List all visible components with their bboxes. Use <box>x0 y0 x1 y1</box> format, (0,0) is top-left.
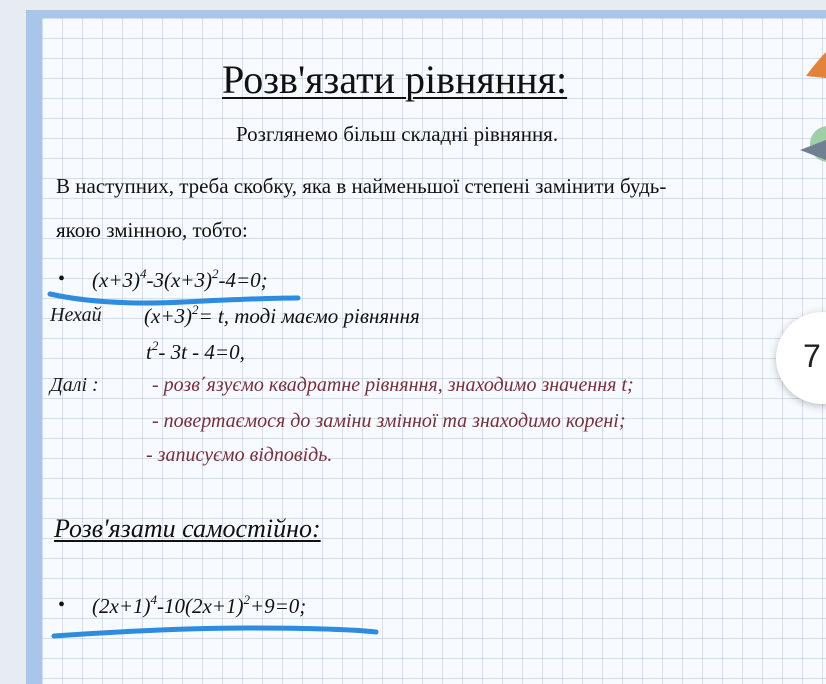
eq-exponent: 4 <box>150 592 157 607</box>
next-label: Далі : <box>50 374 99 396</box>
step-item: - записуємо відповідь. <box>146 444 333 466</box>
self-practice-title: Розв'язати самостійно: <box>54 514 321 543</box>
sub-exponent: 2 <box>191 302 199 317</box>
quadratic-equation <box>146 340 245 365</box>
eq-exponent: 2 <box>243 592 250 607</box>
quad-exponent: 2 <box>151 338 159 353</box>
eq-term: -10(2x+1) <box>156 594 244 618</box>
decorative-art <box>796 40 826 170</box>
bullet: • <box>58 268 66 290</box>
practice-equation <box>92 594 306 619</box>
eq-term: +9=0; <box>249 594 307 618</box>
sub-text: = t, тоді маємо рівняння <box>198 304 420 328</box>
eq-term: (x+3) <box>92 268 140 292</box>
eq-exponent: 2 <box>211 266 219 281</box>
intro-line-1: В наступних, треба скобку, яка в найменьшої степені замінити будь- <box>56 174 667 198</box>
page-subtitle: Розглянемо більш складні рівняння. <box>236 122 559 146</box>
eq-term: -3(x+3) <box>146 268 212 292</box>
quad-term: - 3t - 4=0, <box>158 340 245 364</box>
example-equation <box>92 268 268 293</box>
quad-term: t <box>146 340 152 364</box>
step-item: - розв΄язуємо квадратне рівняння, знаходимо значення t; <box>152 374 634 396</box>
eq-term: (2x+1) <box>92 594 151 618</box>
sub-term: (x+3) <box>144 304 192 328</box>
intro-line-2: якою змінною, тобто: <box>56 218 248 242</box>
page-title: Розв'язати рівняння: <box>222 57 568 102</box>
eq-exponent: 4 <box>139 266 147 281</box>
bullet: • <box>58 594 66 616</box>
step-item: - повертаємося до заміни змінної та знаходимо корені; <box>152 410 626 432</box>
page-number: 7 <box>803 338 821 374</box>
substitution <box>144 304 420 329</box>
let-label: Нехай <box>50 304 102 326</box>
eq-term: -4=0; <box>218 268 268 292</box>
